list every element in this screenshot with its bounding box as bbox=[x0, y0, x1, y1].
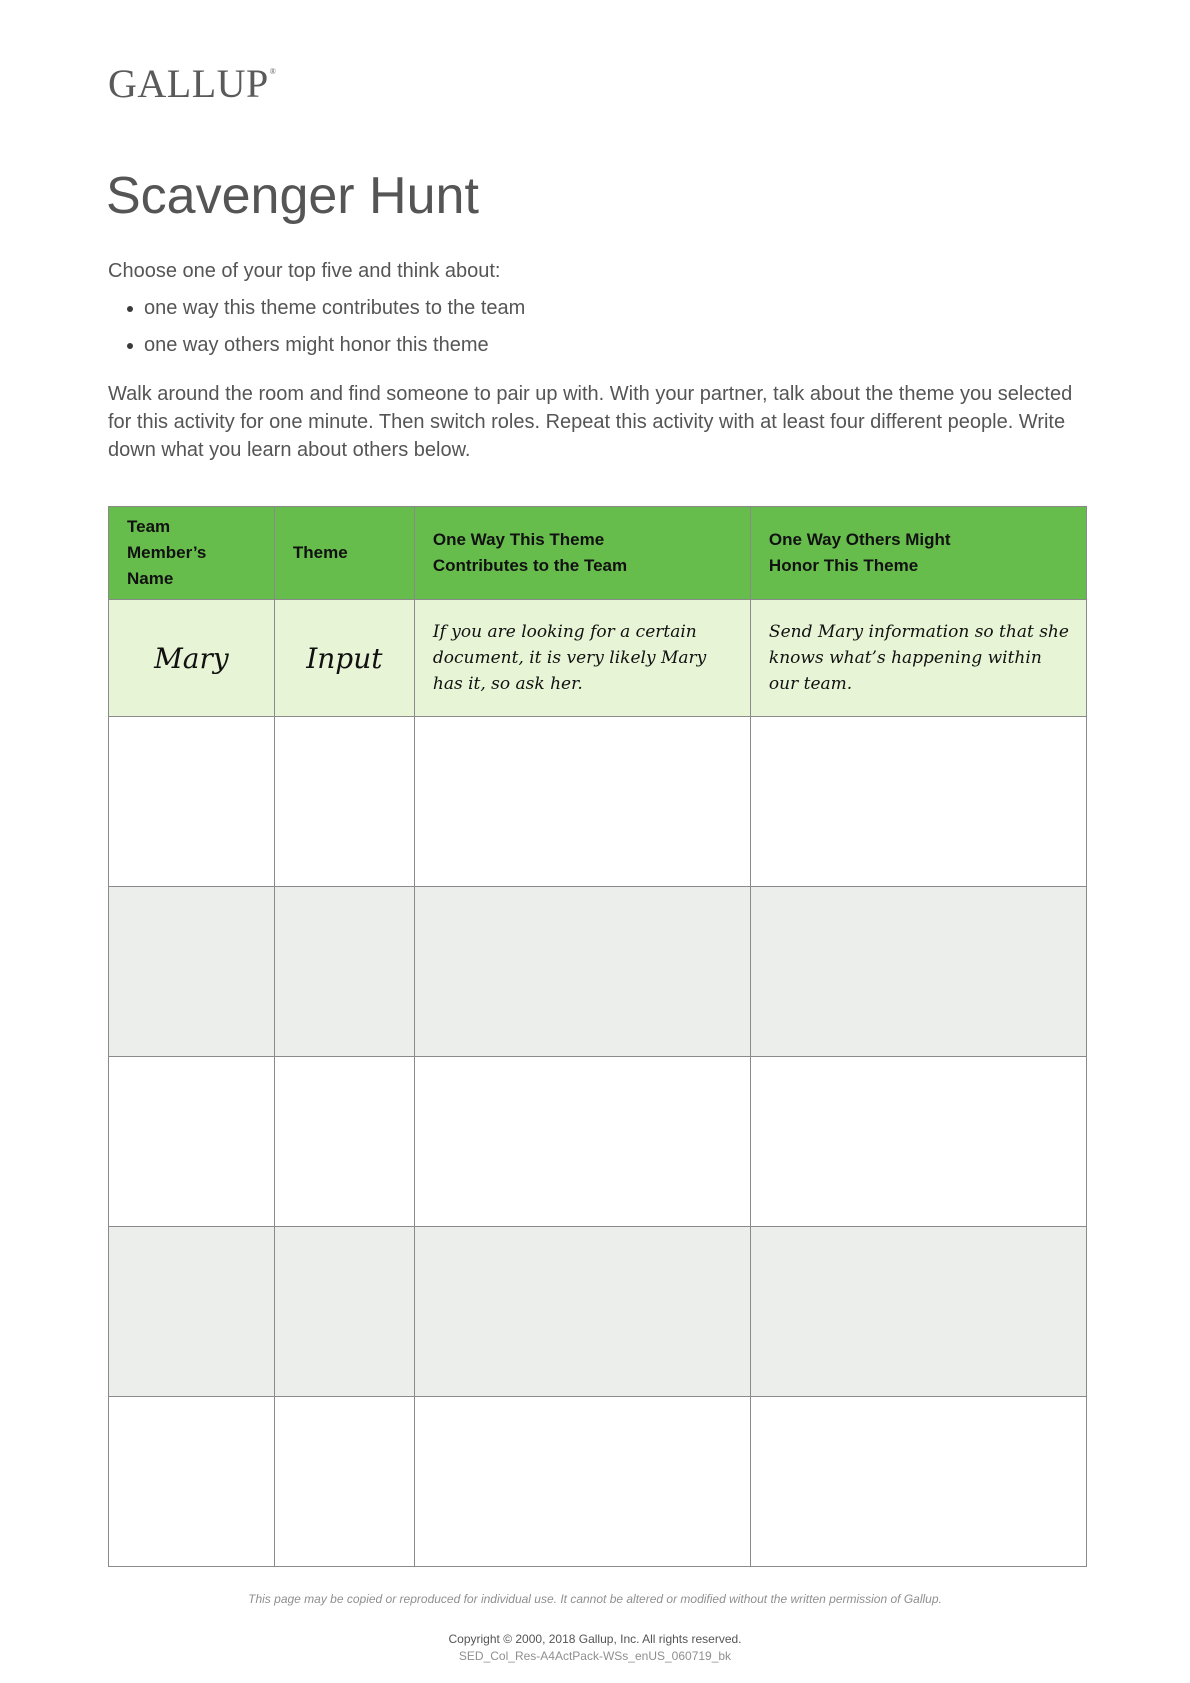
logo-text: GALLUP bbox=[108, 61, 269, 106]
example-row bbox=[109, 600, 1087, 717]
honor-cell[interactable] bbox=[750, 1397, 1086, 1567]
table-row bbox=[109, 887, 1087, 1057]
table-row bbox=[109, 717, 1087, 887]
intro-text: Choose one of your top five and think about: bbox=[108, 260, 501, 282]
contributes-cell[interactable] bbox=[414, 887, 750, 1057]
prompt-item bbox=[108, 293, 525, 330]
usage-notice: This page may be copied or reproduced for individual use. It cannot be altered or modified without the written permission of Gallup. bbox=[248, 1592, 942, 1606]
honor-cell[interactable] bbox=[750, 887, 1086, 1057]
theme-cell[interactable] bbox=[274, 1227, 414, 1397]
name-cell[interactable] bbox=[109, 887, 275, 1057]
name-cell[interactable] bbox=[109, 717, 275, 887]
instructions-paragraph: Walk around the room and find someone to pair up with. With your partner, talk about the theme you selected for this activity for one minute. Then switch roles. Repeat this activity with at least four different people. Write down what you learn about others below. bbox=[108, 383, 1073, 461]
copyright-text: Copyright © 2000, 2018 Gallup, Inc. All rights reserved. bbox=[448, 1632, 742, 1646]
header-team-member-name: Team Member’s Name bbox=[109, 507, 275, 600]
table-header-row bbox=[109, 507, 1087, 600]
theme-cell[interactable] bbox=[274, 887, 414, 1057]
example-name-cell: Mary bbox=[109, 600, 275, 717]
page-title: Scavenger Hunt bbox=[106, 167, 479, 225]
theme-cell[interactable] bbox=[274, 1397, 414, 1567]
name-cell[interactable] bbox=[109, 1397, 275, 1567]
bullet-icon bbox=[127, 343, 133, 349]
scavenger-hunt-table bbox=[108, 506, 1087, 1567]
header-theme: Theme bbox=[274, 507, 414, 600]
contributes-cell[interactable] bbox=[414, 1227, 750, 1397]
contributes-cell[interactable] bbox=[414, 1397, 750, 1567]
registered-mark: ® bbox=[269, 67, 277, 76]
bullet-icon bbox=[127, 306, 133, 312]
theme-cell[interactable] bbox=[274, 1057, 414, 1227]
table-row bbox=[109, 1397, 1087, 1567]
contributes-cell[interactable] bbox=[414, 717, 750, 887]
honor-cell[interactable] bbox=[750, 717, 1086, 887]
example-honor-cell: Send Mary information so that she knows what’s happening within our team. bbox=[750, 600, 1086, 717]
contributes-cell[interactable] bbox=[414, 1057, 750, 1227]
example-contributes-cell: If you are looking for a certain document, it is very likely Mary has it, so ask her. bbox=[414, 600, 750, 717]
name-cell[interactable] bbox=[109, 1227, 275, 1397]
gallup-logo bbox=[108, 61, 277, 106]
prompt-list bbox=[108, 293, 525, 367]
table-row bbox=[109, 1057, 1087, 1227]
header-contributes: One Way This Theme Contributes to the Team bbox=[414, 507, 750, 600]
prompt-item-text: one way this theme contributes to the team bbox=[144, 297, 526, 319]
example-theme-cell: Input bbox=[274, 600, 414, 717]
prompt-item-text: one way others might honor this theme bbox=[144, 334, 489, 356]
prompt-item bbox=[108, 330, 525, 367]
document-code: SED_Col_Res-A4ActPack-WSs_enUS_060719_bk bbox=[458, 1649, 732, 1663]
header-honor: One Way Others Might Honor This Theme bbox=[750, 507, 1086, 600]
honor-cell[interactable] bbox=[750, 1057, 1086, 1227]
name-cell[interactable] bbox=[109, 1057, 275, 1227]
honor-cell[interactable] bbox=[750, 1227, 1086, 1397]
table-row bbox=[109, 1227, 1087, 1397]
theme-cell[interactable] bbox=[274, 717, 414, 887]
